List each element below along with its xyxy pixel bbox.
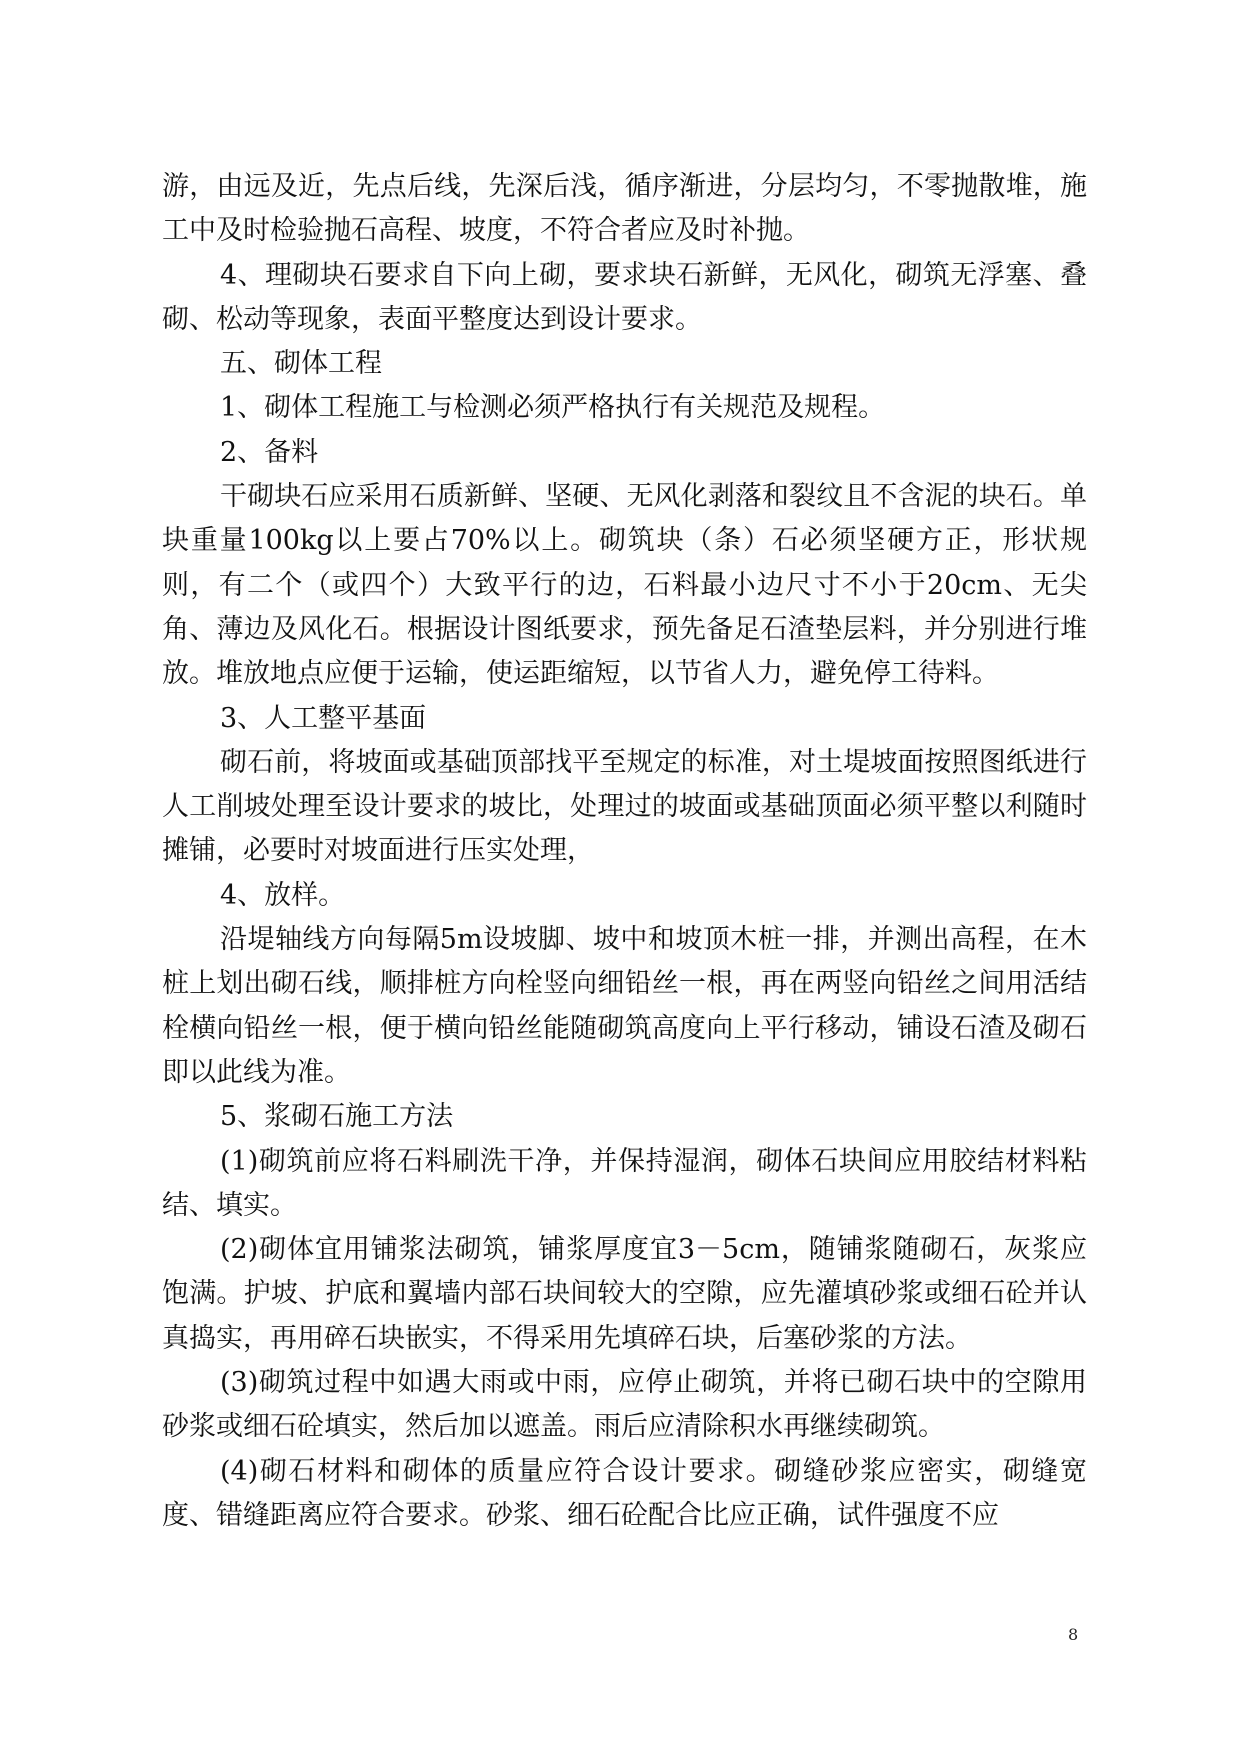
paragraph-leveling: 砌石前，将坡面或基础顶部找平至规定的标准，对土堤坡面按照图纸进行人工削坡处理至设计要求的坡比，处理过的坡面或基础顶面必须平整以利随时摊铺，必要时对坡面进行压实处理，: [162, 746, 1087, 867]
paragraph-item-1: 1、砌体工程施工与检测必须严格执行有关规范及规程。: [220, 392, 886, 424]
paragraph-layout: 沿堤轴线方向每隔5m设坡脚、坡中和坡顶木桩一排，并测出高程，在木桩上划出砌石线，顺排桩方向栓竖向细铅丝一根，再在两竖向铅丝之间用活结栓横向铅丝一根，便于横向铅丝能随砌筑高度向上平行移动，铺设石渣及砌石即以此线为准。: [162, 924, 1087, 1088]
subheading-leveling: 3、人工整平基面: [220, 702, 427, 734]
subheading-layout: 4、放样。: [220, 879, 346, 911]
paragraph-item-4: 4、理砌块石要求自下向上砌，要求块石新鲜，无风化，砌筑无浮塞、叠砌、松动等现象，表面平整度达到设计要求。: [162, 259, 1087, 335]
paragraph-continuation: 游，由远及近，先点后线，先深后浅，循序渐进，分层均匀，不零抛散堆，施工中及时检验抛石高程、坡度，不符合者应及时补抛。: [162, 171, 1087, 247]
page-number: 8: [1068, 1625, 1079, 1644]
subheading-mortar-masonry: 5、浆砌石施工方法: [220, 1101, 454, 1133]
paragraph-step-4: (4)砌石材料和砌体的质量应符合设计要求。砌缝砂浆应密实，砌缝宽度、错缝距离应符合要求。砂浆、细石砼配合比应正确，试件强度不应: [162, 1455, 1087, 1531]
paragraph-step-3: (3)砌筑过程中如遇大雨或中雨，应停止砌筑，并将已砌石块中的空隙用砂浆或细石砼填实，然后加以遮盖。雨后应清除积水再继续砌筑。: [162, 1367, 1087, 1443]
body-text: [162, 165, 1087, 1538]
paragraph-step-1: (1)砌筑前应将石料刷洗干净，并保持湿润，砌体石块间应用胶结材料粘结、填实。: [162, 1145, 1087, 1221]
paragraph-materials: 干砌块石应采用石质新鲜、坚硬、无风化剥落和裂纹且不含泥的块石。单块重量100kg以上要占70%以上。砌筑块（条）石必须坚硬方正，形状规则，有二个（或四个）大致平行的边，石料最小边尺寸不小于20cm、无尖角、薄边及风化石。根据设计图纸要求，预先备足石渣垫层料，并分别进行堆放。堆放地点应便于运输，使运距缩短，以节省人力，避免停工待料。: [162, 481, 1087, 690]
subheading-materials: 2、备料: [220, 436, 319, 468]
section-heading-masonry: 五、砌体工程: [220, 348, 382, 380]
paragraph-step-2: (2)砌体宜用铺浆法砌筑，铺浆厚度宜3－5cm，随铺浆随砌石，灰浆应饱满。护坡、护底和翼墙内部石块间较大的空隙，应先灌填砂浆或细石砼并认真捣实，再用碎石块嵌实，不得采用先填碎石块，后塞砂浆的方法。: [162, 1234, 1087, 1354]
